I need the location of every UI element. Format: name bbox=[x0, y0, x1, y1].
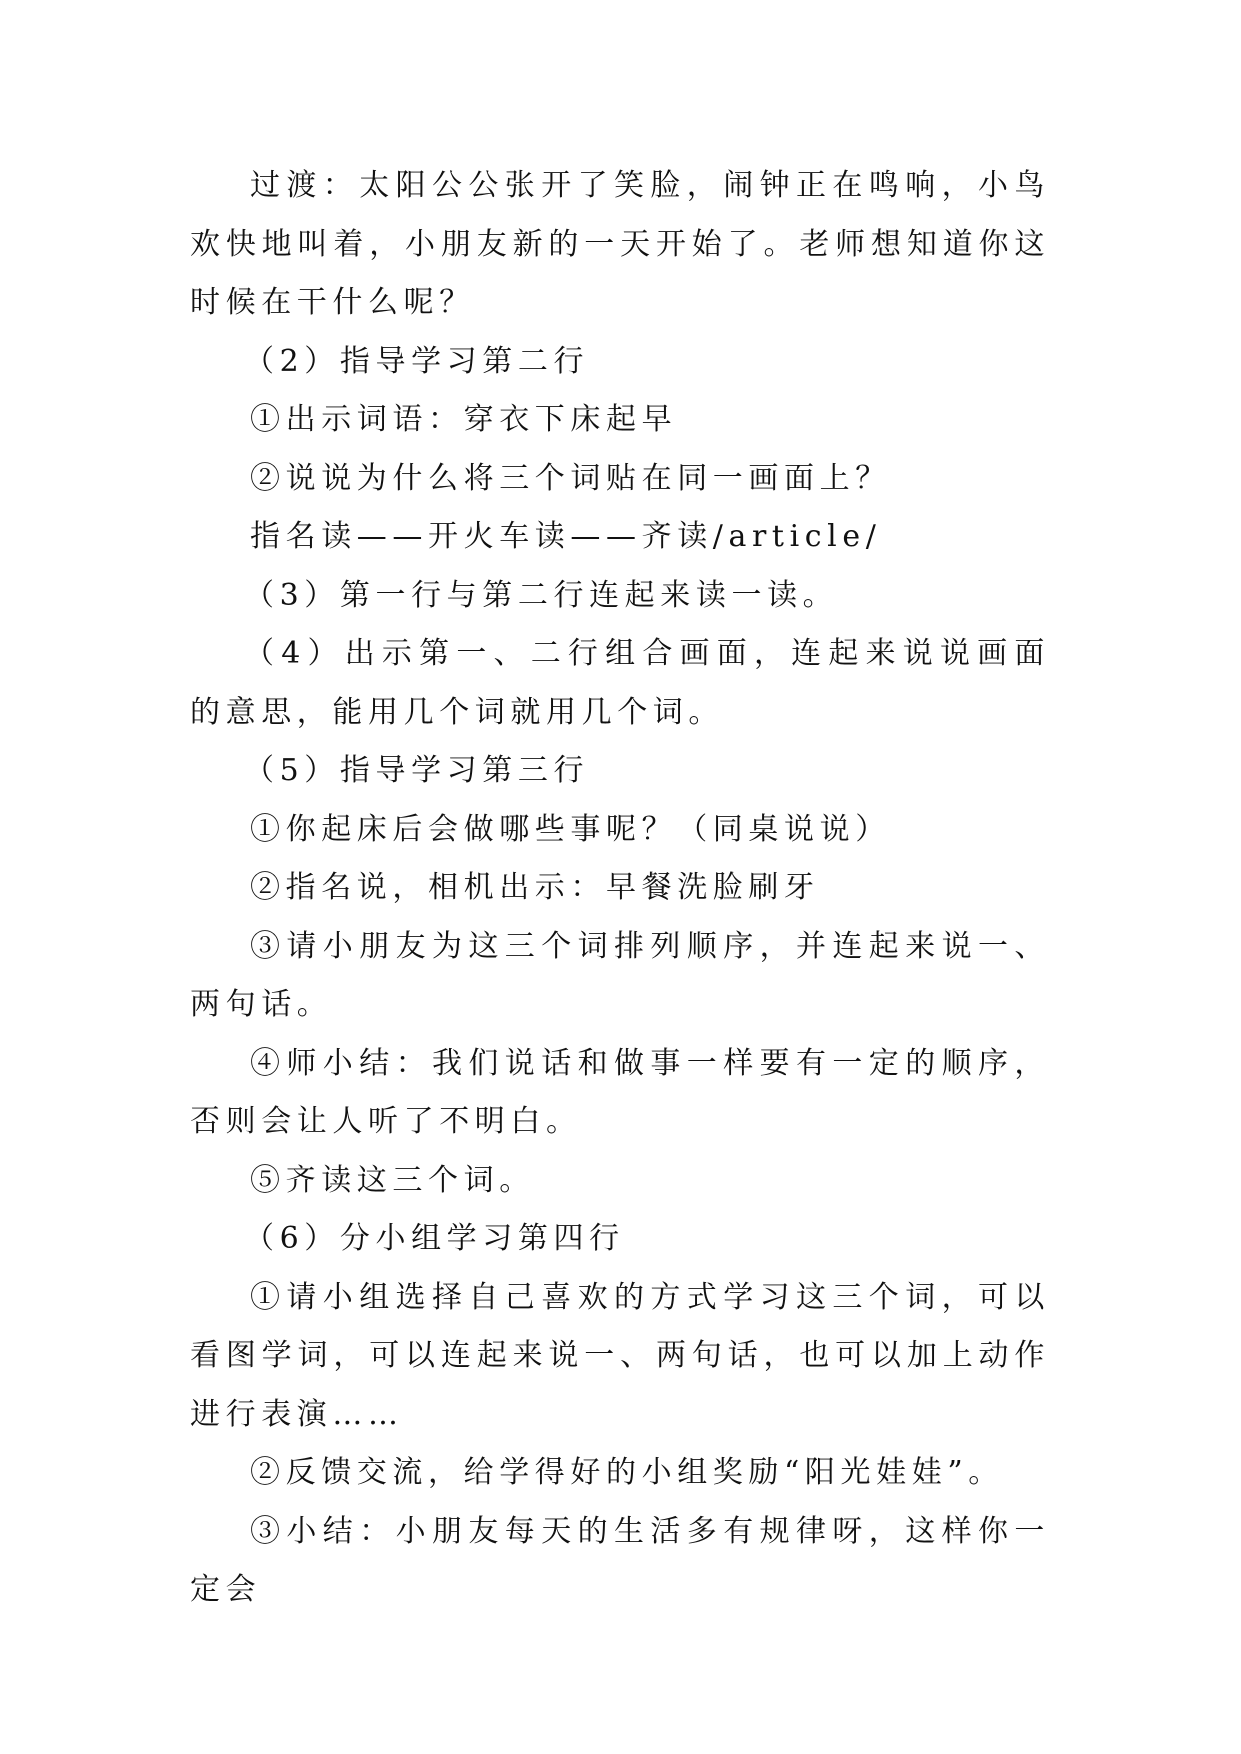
paragraph-step-6-item-1: ①请小组选择自己喜欢的方式学习这三个词，可以看图学词，可以连起来说一、两句话，也可以加上动作进行表演…… bbox=[190, 1279, 1050, 1432]
paragraph-step-5-item-4: ④师小结：我们说话和做事一样要有一定的顺序，否则会让人听了不明白。 bbox=[190, 1045, 1050, 1139]
paragraph-step-6-item-3: ③小结：小朋友每天的生活多有规律呀，这样你一定会 bbox=[190, 1513, 1050, 1607]
paragraph-step-2-reading: 指名读——开火车读——齐读/article/ bbox=[250, 519, 882, 554]
paragraph-step-5-item-5: ⑤齐读这三个词。 bbox=[250, 1162, 535, 1198]
paragraph-step-5-item-3: ③请小朋友为这三个词排列顺序，并连起来说一、两句话。 bbox=[190, 928, 1050, 1022]
document-page bbox=[190, 157, 1050, 1620]
paragraph-step-2-item-2: ②说说为什么将三个词贴在同一画面上？ bbox=[250, 460, 891, 496]
paragraph-transition: 过渡：太阳公公张开了笑脸，闹钟正在鸣响，小鸟欢快地叫着，小朋友新的一天开始了。老师想知道你这时候在干什么呢？ bbox=[190, 168, 1050, 320]
paragraph-step-6-heading: （6）分小组学习第四行 bbox=[244, 1221, 625, 1256]
paragraph-step-2-heading: （2）指导学习第二行 bbox=[244, 343, 590, 379]
paragraph-step-5-heading: （5）指导学习第三行 bbox=[244, 753, 590, 788]
paragraph-step-6-item-2: ②反馈交流，给学得好的小组奖励“阳光娃娃”。 bbox=[250, 1455, 1004, 1490]
paragraph-step-5-item-2: ②指名说，相机出示：早餐洗脸刷牙 bbox=[250, 870, 820, 905]
paragraph-step-2-item-1: ①出示词语：穿衣下床起早 bbox=[250, 402, 678, 437]
paragraph-step-5-item-1: ①你起床后会做哪些事呢？（同桌说说） bbox=[250, 811, 891, 847]
paragraph-step-3: （3）第一行与第二行连起来读一读。 bbox=[244, 577, 839, 613]
paragraph-step-4: （4）出示第一、二行组合画面，连起来说说画面的意思，能用几个词就用几个词。 bbox=[190, 636, 1050, 730]
